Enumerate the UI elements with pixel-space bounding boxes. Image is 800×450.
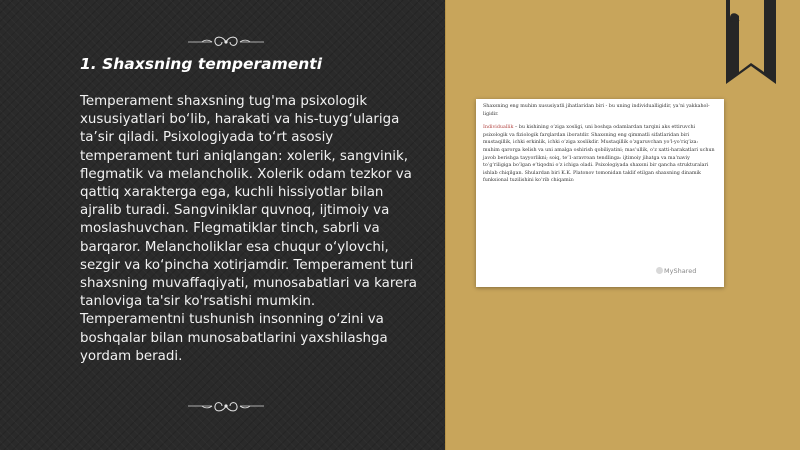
watermark bbox=[656, 267, 696, 275]
ornament-bottom-icon bbox=[186, 398, 266, 414]
document-page-image bbox=[476, 99, 724, 287]
document-page-text bbox=[483, 103, 715, 185]
document-paragraph: Shaxsning eng muhim xususiyatli jihatlaridan biri - bu uning individualligidir, ya’ni yakkaholligidir. bbox=[483, 104, 710, 117]
ornament-top-icon bbox=[186, 34, 266, 50]
document-term: Individuallik bbox=[483, 125, 514, 131]
document-paragraph-rest: – bu kishining o‘ziga xosligi, uni boshqa odamlardan tarqini aks ettiruvchi psixologik va fiziologik farqlardan iboratdir. Shaxsning eng qimmatli sifatlaridan biri mustaqillik, ichki erkinlik, ichki o‘ziga xoslikdir. Mustaqillik o‘zgaruvchan yo‘l-yo‘riq‘iza: muhim qarorga kelish va uni amalga oshirish qobiliyatini; mas’ullik, o‘z xatti-harakatlari uchun javob berishga tayyorlikni; soiq, te‘1-aravroan tendlinga: ijtimoiy jihatga va ma’naviy to‘g‘riligiga bo‘lgan e’tiqodni o‘z ichiga oladi. Psixologiyada shaxsni bir qancha strukturalari ishlab chiqilgan. Shulardan biri K.K. Platonov tomonidan taklif etilgan shaxsning dinamik funksional tuzilishini ko‘rib chiqamiz: bbox=[483, 125, 715, 184]
document-paragraph bbox=[483, 124, 715, 185]
watermark-label: MyShared bbox=[664, 267, 697, 275]
slide-title: 1. Shaxsning temperamenti bbox=[80, 55, 323, 73]
bookmark-ribbon-icon bbox=[718, 0, 776, 84]
myshared-logo-icon bbox=[656, 267, 663, 274]
slide-body-text: Temperament shaxsning tug'ma psixologik xususiyatlari bo‘lib, harakati va his-tuyg‘ulariga ta’sir qiladi. Psixologiyada to‘rt asosiy temperament turi aniqlangan: xolerik, sangvinik, flegmatik va melancholik. Xolerik odam tezkor va qattiq xarakterga ega, kuchli hissiyotlar bilan ajralib turadi. Sangviniklar quvnoq, ijtimoiy va moslashuvchan. Flegmatiklar tinch, sabrli va barqaror. Melancholiklar esa chuqur o‘ylovchi, sezgir va ko‘pincha xotirjamdir. Temperament turi shaxsning muvaffaqiyati, munosabatlari va karera tanloviga ta'sir ko'rsatishi mumkin. Temperamentni tushunish insonning o‘zini va boshqalar bilan munosabatlarini yaxshilashga yordam beradi. bbox=[80, 94, 417, 364]
